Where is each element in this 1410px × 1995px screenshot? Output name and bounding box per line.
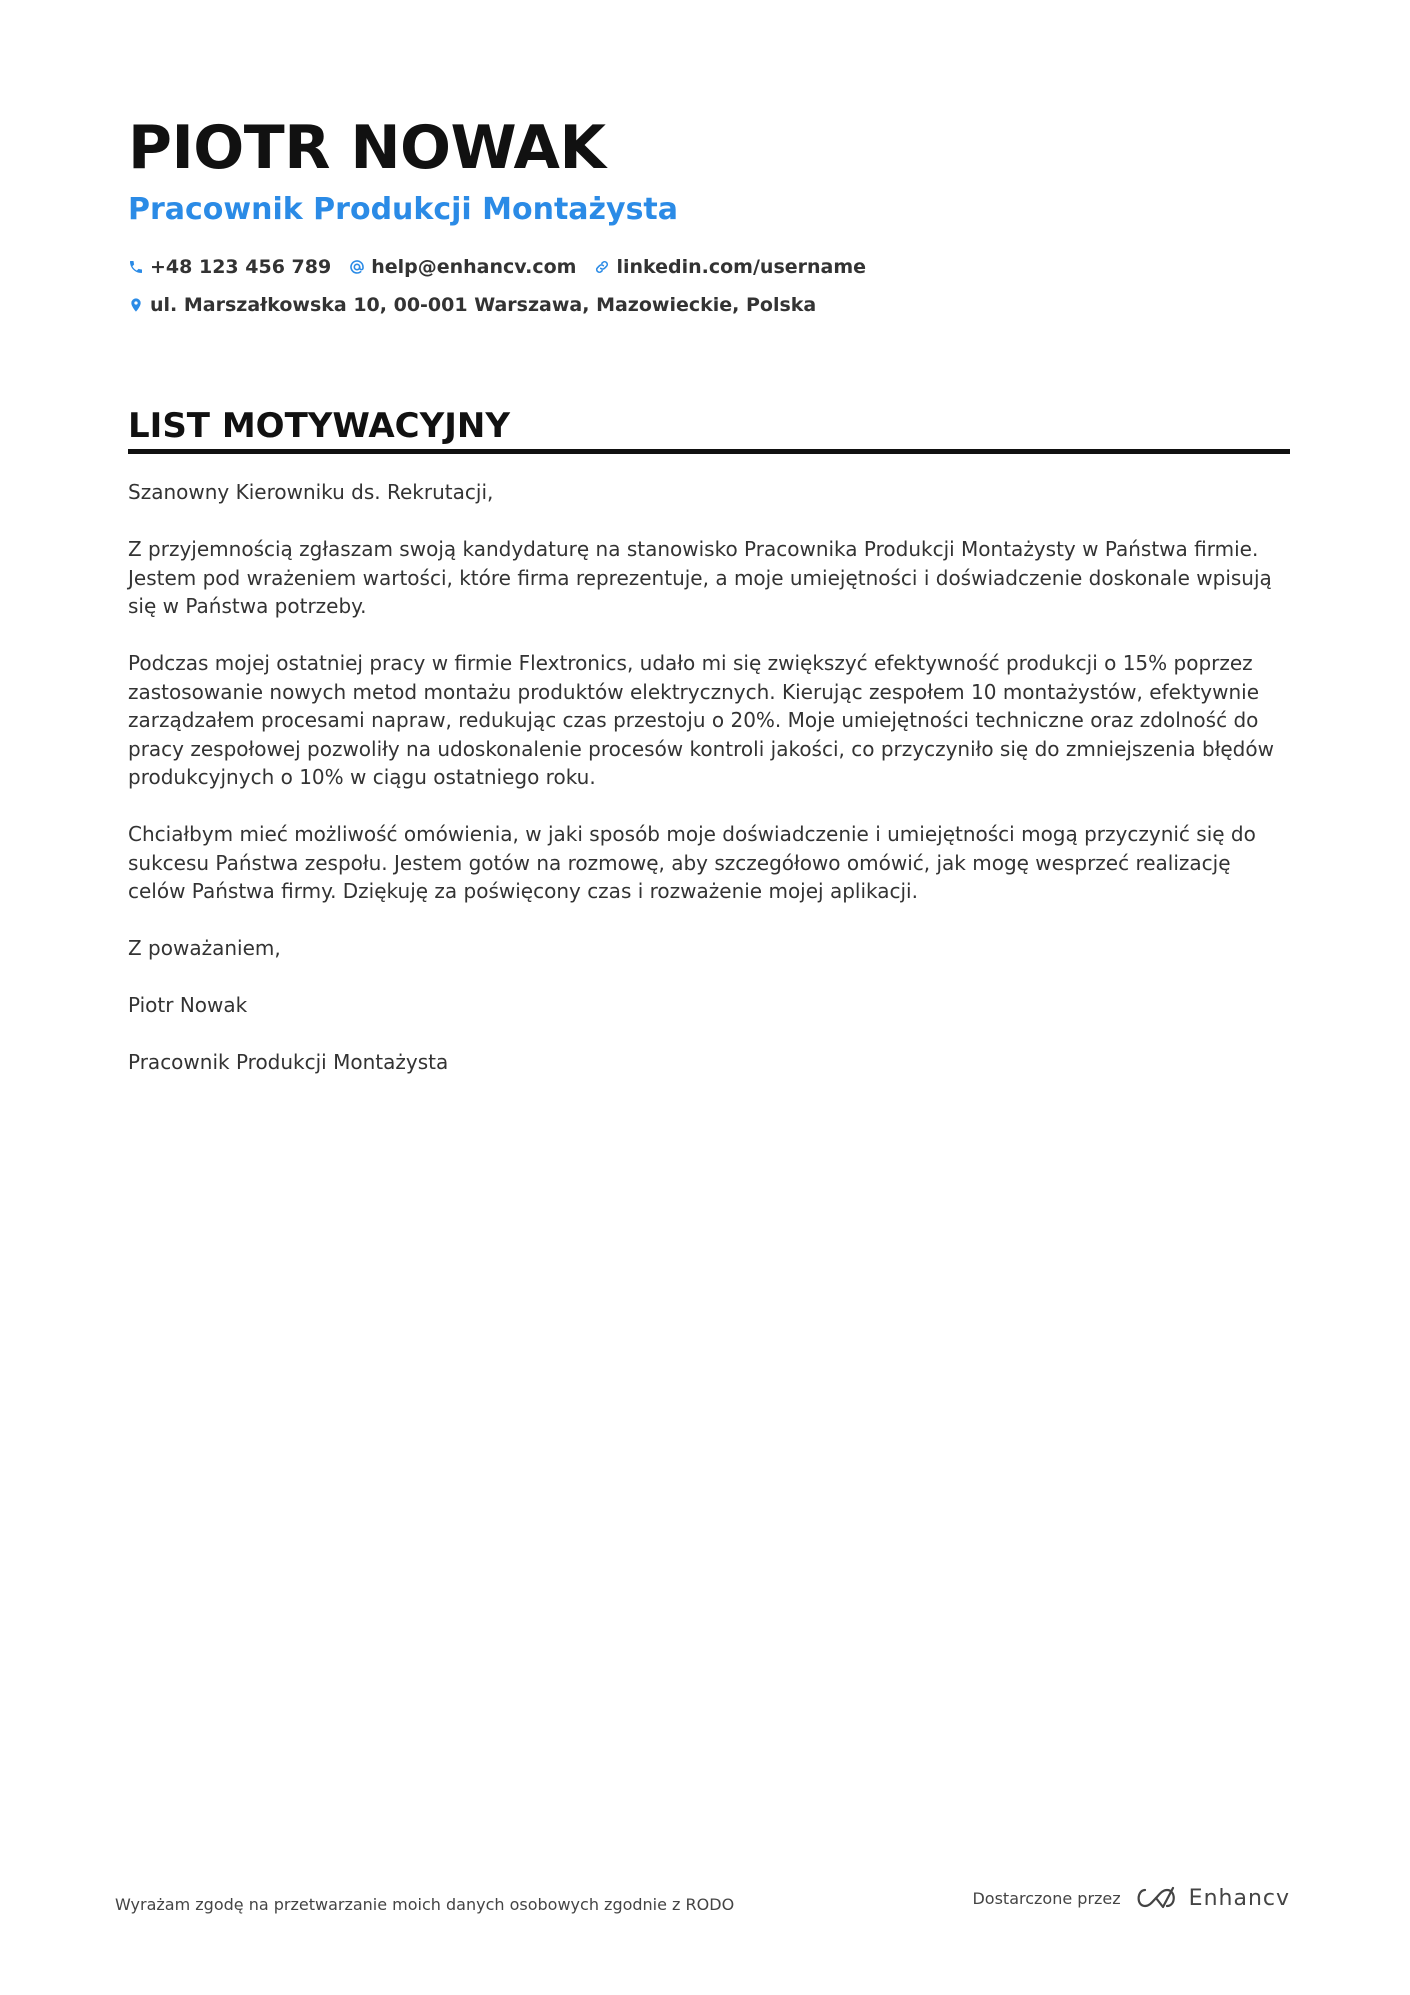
powered-by-label: Dostarczone przez	[972, 1888, 1121, 1908]
enhancv-logo-icon	[1133, 1884, 1179, 1912]
contact-linkedin[interactable]	[594, 256, 866, 278]
link-icon	[594, 259, 610, 275]
letter-closing: Z poważaniem,	[128, 936, 281, 960]
at-sign-icon	[349, 259, 365, 275]
powered-by[interactable]	[972, 1884, 1290, 1912]
letter-paragraph-2: Podczas mojej ostatniej pracy w firmie Flextronics, udało mi się zwiększyć efektywność produkcji o 15% poprzez zastosowanie nowych metod montażu produktów elektrycznych. Kierując zespołem 10 montażystów, efektywnie zarządzałem procesami napraw, redukując czas przestoju o 20%. Moje umiejętności techniczne oraz zdolność do pracy zespołowej pozwoliły na udoskonalenie procesów kontroli jakości, co przyczyniło się do zmniejszenia błędów produkcyjnych o 10% w ciągu ostatniego roku.	[128, 651, 1274, 789]
contact-row-primary	[128, 252, 1288, 282]
candidate-role: Pracownik Produkcji Montażysta	[128, 192, 679, 227]
phone-icon	[128, 259, 144, 275]
letter-greeting: Szanowny Kierowniku ds. Rekrutacji,	[128, 480, 494, 504]
contact-address	[128, 294, 816, 316]
address-text: ul. Marszałkowska 10, 00-001 Warszawa, Mazowieckie, Polska	[150, 294, 817, 316]
gdpr-consent: Wyrażam zgodę na przetwarzanie moich danych osobowych zgodnie z RODO	[115, 1895, 735, 1914]
signature-role: Pracownik Produkcji Montażysta	[128, 1050, 449, 1074]
section-divider	[128, 449, 1290, 454]
linkedin-text: linkedin.com/username	[616, 256, 867, 278]
contact-phone[interactable]	[128, 256, 331, 278]
letter-body	[128, 478, 1290, 1105]
phone-text: +48 123 456 789	[150, 256, 332, 278]
contact-email[interactable]	[349, 256, 576, 278]
contact-info	[128, 252, 1288, 328]
brand-name: Enhancv	[1188, 1885, 1290, 1911]
letter-paragraph-3: Chciałbym mieć możliwość omówienia, w jaki sposób moje doświadczenie i umiejętności mogą przyczynić się do sukcesu Państwa zespołu. Jestem gotów na rozmowę, aby szczegółowo omówić, jak mogę wesprzeć realizację celów Państwa firmy. Dziękuję za poświęcony czas i rozważenie mojej aplikacji.	[128, 822, 1256, 903]
location-pin-icon	[128, 297, 144, 313]
signature-name: Piotr Nowak	[128, 993, 248, 1017]
section-title: LIST MOTYWACYJNY	[128, 406, 510, 446]
contact-row-address	[128, 290, 1288, 320]
email-text: help@enhancv.com	[371, 256, 577, 278]
letter-paragraph-1: Z przyjemnością zgłaszam swoją kandydaturę na stanowisko Pracownika Produkcji Montażysty w Państwa firmie. Jestem pod wrażeniem wartości, które firma reprezentuje, a moje umiejętności i doświadczenie doskonale wpisują się w Państwa potrzeby.	[128, 537, 1272, 618]
candidate-name: PIOTR NOWAK	[128, 113, 606, 183]
